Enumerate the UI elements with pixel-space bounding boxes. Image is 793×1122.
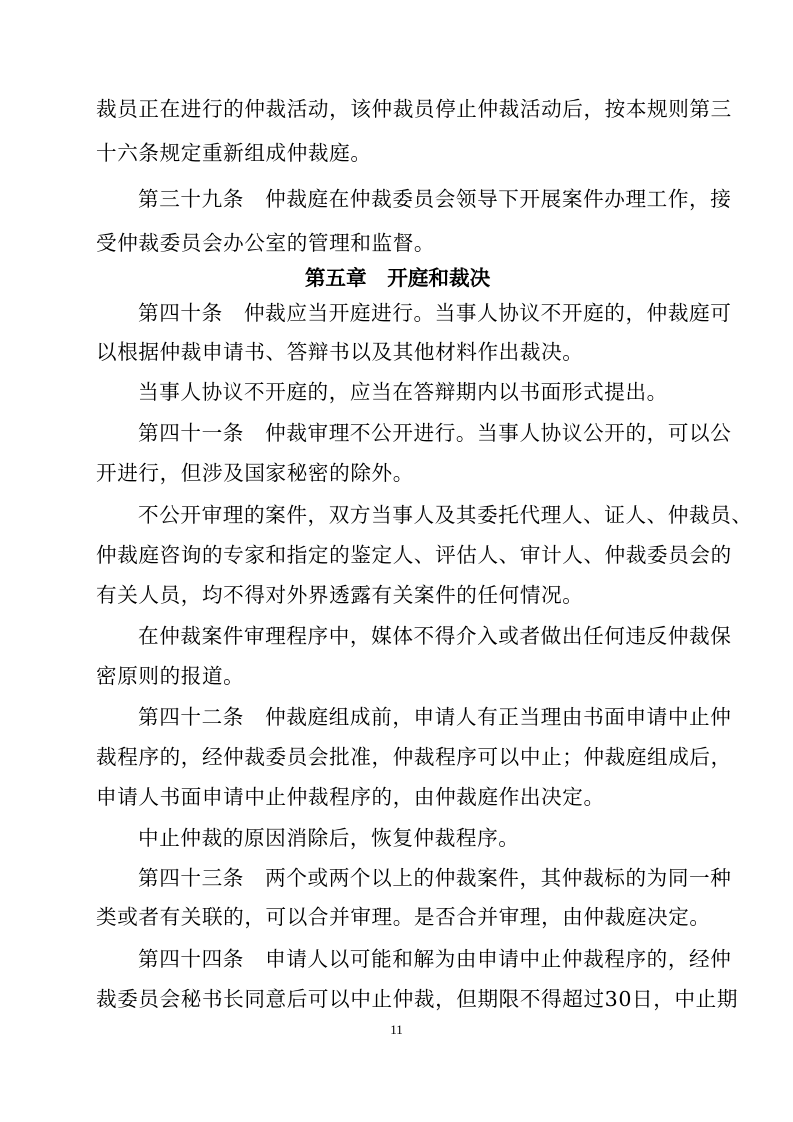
text-line: 十六条规定重新组成仲裁庭。: [96, 141, 372, 165]
text-line: 第四十四条 申请人以可能和解为由申请中止仲裁程序的，经仲: [138, 947, 732, 971]
text-line: 第三十九条 仲裁庭在仲裁委员会领导下开展案件办理工作，接: [138, 187, 732, 211]
text-line: 中止仲裁的原因消除后，恢复仲裁程序。: [138, 826, 520, 850]
chapter-heading: 第五章 开庭和裁决: [304, 266, 491, 290]
text-line: 第四十三条 两个或两个以上的仲裁案件，其仲裁标的为同一种: [138, 866, 732, 890]
text-line: 有关人员，均不得对外界透露有关案件的任何情况。: [96, 583, 584, 607]
text-line: 开进行，但涉及国家秘密的除外。: [96, 461, 414, 485]
text-line: 不公开审理的案件，双方当事人及其委托代理人、证人、仲裁员、: [138, 503, 753, 527]
text-line: 第四十条 仲裁应当开庭进行。当事人协议不开庭的，仲裁庭可: [138, 301, 732, 325]
text-line: 裁委员会秘书长同意后可以中止仲裁，但期限不得超过30日，中止期: [96, 987, 739, 1011]
text-line: 在仲裁案件审理程序中，媒体不得介入或者做出任何违反仲裁保: [138, 624, 732, 648]
text-line: 以根据仲裁申请书、答辩书以及其他材料作出裁决。: [96, 340, 584, 364]
text-line: 仲裁庭咨询的专家和指定的鉴定人、评估人、审计人、仲裁委员会的: [96, 543, 732, 567]
text-line: 第四十二条 仲裁庭组成前，申请人有正当理由书面申请中止仲: [138, 705, 732, 729]
text-line: 密原则的报道。: [96, 664, 245, 688]
text-line: 受仲裁委员会办公室的管理和监督。: [96, 231, 436, 255]
text-line: 第四十一条 仲裁审理不公开进行。当事人协议公开的，可以公: [138, 421, 732, 445]
text-line: 类或者有关联的，可以合并审理。是否合并审理，由仲裁庭决定。: [96, 905, 711, 929]
text-line: 裁程序的，经仲裁委员会批准，仲裁程序可以中止；仲裁庭组成后，: [96, 745, 732, 769]
text-line: 当事人协议不开庭的，应当在答辩期内以书面形式提出。: [138, 380, 668, 404]
text-line: 裁员正在进行的仲裁活动，该仲裁员停止仲裁活动后，按本规则第三: [96, 97, 732, 121]
page-number: 11: [390, 1022, 403, 1037]
text-line: 申请人书面申请中止仲裁程序的，由仲裁庭作出决定。: [96, 785, 605, 809]
